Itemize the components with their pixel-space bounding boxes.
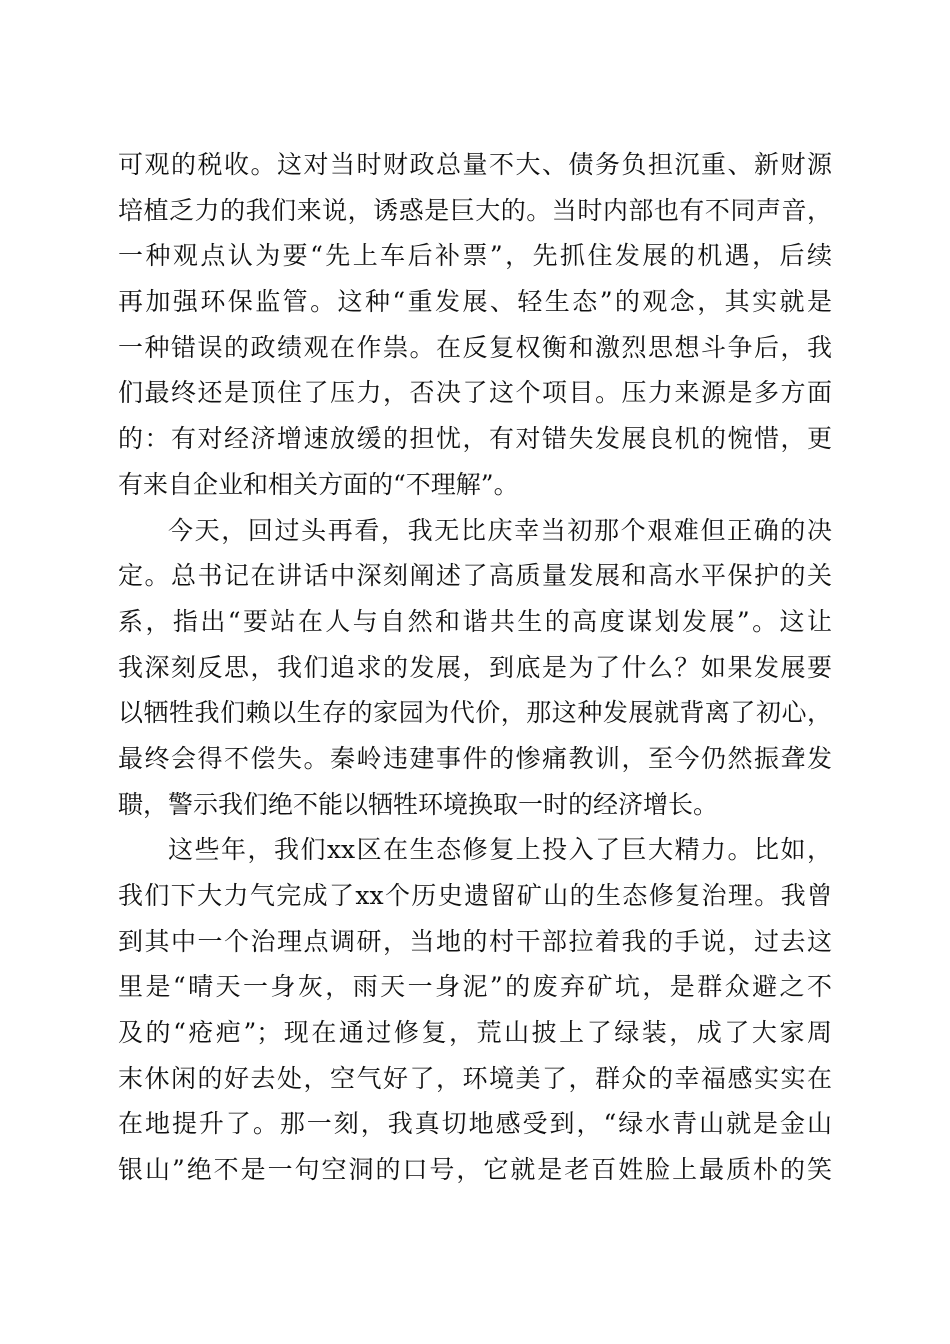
text-line: 有来自企业和相关方面的“不理解”。: [118, 469, 519, 499]
text-line: 银山”绝不是一句空洞的口号，它就是老百姓脸上最质朴的笑: [118, 1155, 832, 1185]
text-line: 在地提升了。那一刻，我真切地感受到，“绿水青山就是金山: [118, 1109, 832, 1139]
text-line: 可观的税收。这对当时财政总量不大、债务负担沉重、新财源: [118, 150, 832, 179]
body-text: [118, 142, 832, 1193]
text-line: 再加强环保监管。这种“重发展、轻生态”的观念，其实就是: [118, 287, 832, 317]
paragraph-first-line: 这些年，我们xx区在生态修复上投入了巨大精力。比如，: [168, 835, 832, 865]
text-line: 里是“晴天一身灰，雨天一身泥”的废弃矿坑，是群众避之不: [118, 972, 832, 1002]
text-line: 系，指出“要站在人与自然和谐共生的高度谋划发展”。这让: [118, 606, 832, 636]
text-line: 培植乏力的我们来说，诱惑是巨大的。当时内部也有不同声音，: [118, 195, 832, 225]
text-line: 最终会得不偿失。秦岭违建事件的惨痛教训，至今仍然振聋发: [118, 743, 832, 773]
text-line: 一种观点认为要“先上车后补票”，先抓住发展的机遇，后续: [118, 241, 832, 271]
text-line: 及的“疮疤”；现在通过修复，荒山披上了绿装，成了大家周: [118, 1018, 832, 1048]
text-line: 一种错误的政绩观在作祟。在反复权衡和激烈思想斗争后，我: [118, 332, 832, 362]
text-line: 以牺牲我们赖以生存的家园为代价，那这种发展就背离了初心，: [118, 698, 832, 728]
text-line: 聩，警示我们绝不能以牺牲环境换取一时的经济增长。: [118, 789, 719, 819]
text-line: 们最终还是顶住了压力，否决了这个项目。压力来源是多方面: [118, 378, 832, 408]
text-line: 我们下大力气完成了xx个历史遗留矿山的生态修复治理。我曾: [118, 881, 832, 910]
text-line: 末休闲的好去处，空气好了，环境美了，群众的幸福感实实在: [118, 1063, 832, 1093]
paragraph-first-line: 今天，回过头再看，我无比庆幸当初那个艰难但正确的决: [168, 515, 832, 545]
text-line: 定。总书记在讲话中深刻阐述了高质量发展和高水平保护的关: [118, 561, 832, 591]
text-line: 我深刻反思，我们追求的发展，到底是为了什么？如果发展要: [118, 652, 832, 682]
text-line: 到其中一个治理点调研，当地的村干部拉着我的手说，过去这: [118, 926, 832, 956]
text-line: 的：有对经济增速放缓的担忧，有对错失发展良机的惋惜，更: [118, 424, 832, 454]
